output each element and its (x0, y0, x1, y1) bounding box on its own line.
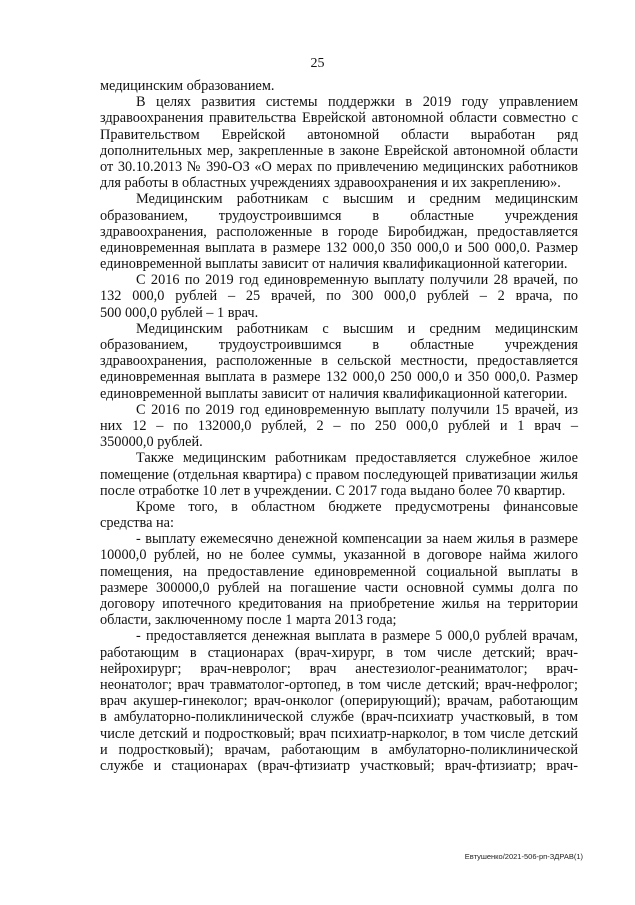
text-line: дополнительных мер, закрепленные в законе Еврейской автономной области (100, 142, 578, 159)
text-line: 350000,0 рублей. (100, 434, 203, 451)
text-line: нейрохирург; врач-невролог; врач анестезиолог-реаниматолог; врач- (100, 660, 578, 677)
text-line: договору ипотечного кредитования на приобретение жилья на территории (100, 596, 578, 612)
text-line: образованием, трудоустроившимся в областные учреждения (100, 337, 578, 353)
text-line: единовременная выплата в размере 132 000,0 350 000,0 и 500 000,0. Размер (100, 239, 578, 256)
text-line: размере 300000,0 рублей на погашение части основной суммы долга по (100, 579, 578, 596)
text-line: единовременной выплаты зависит от наличия квалификационной категории. (100, 385, 568, 402)
text-line: Медицинским работникам с высшим и средним медицинским (136, 191, 578, 208)
text-line: медицинским образованием. (100, 78, 275, 94)
text-line: области, заключенному после 1 марта 2013 года; (100, 612, 397, 629)
text-line: от 30.10.2013 № 390-ОЗ «О мерах по привлечению медицинских работников (100, 158, 578, 175)
document-body (100, 78, 578, 774)
text-line: Кроме того, в областном бюджете предусмотрены финансовые (136, 498, 578, 515)
text-line: средства на: (100, 515, 174, 532)
text-line: здравоохранения, расположенные в городе Биробиджан, предоставляется (100, 223, 578, 240)
text-line: - предоставляется денежная выплата в размере 5 000,0 рублей врачам, (136, 628, 578, 645)
text-line: неонатолог; врач травматолог-ортопед, в том числе детский; врач-нефролог; (100, 676, 578, 693)
text-line: 500 000,0 рублей – 1 врач. (100, 304, 259, 321)
text-line: них 12 – по 132000,0 рублей, 2 – по 250 000,0 рублей и 1 врач – (100, 417, 578, 434)
text-line: С 2016 по 2019 год единовременную выплату получили 15 врачей, из (136, 401, 578, 418)
page-number: 25 (310, 56, 325, 71)
text-line: единовременной выплаты зависит от наличия квалификационной категории. (100, 256, 568, 273)
text-line: Правительством Еврейской автономной области выработан ряд (100, 126, 578, 143)
text-line: службе и стационарах (врач-фтизиатр участковый; врач-фтизиатр; врач- (100, 757, 578, 774)
text-line: для работы в областных учреждениях здравоохранения и их закреплению». (100, 175, 561, 192)
text-line: врач акушер-гинеколог; врач-онколог (оперирующий); врачам, работающим (100, 693, 578, 710)
text-line: после отработке 10 лет в учреждении. С 2017 года выдано более 70 квартир. (100, 482, 566, 499)
text-line: 10000,0 рублей, но не более суммы, указанной в договоре найма жилого (100, 547, 578, 564)
text-line: образованием, трудоустроившимся в областные учреждения (100, 207, 578, 224)
text-line: и подростковый); врачам, работающим в амбулаторно-поликлинической (100, 741, 578, 758)
text-line: в амбулаторно-поликлинической службе (врач-психиатр участковый, в том (100, 709, 578, 726)
text-line: здравоохранения, расположенные в сельской местности, предоставляется (100, 353, 578, 370)
text-line: - выплату ежемесячно денежной компенсации за наем жилья в размере (136, 531, 578, 548)
text-line: помещения, на предоставление единовременной социальной выплаты в (100, 563, 578, 580)
text-line: числе детский и подростковый; врач психиатр-нарколог, в том числе детский (100, 725, 578, 742)
text-line: помещение (отдельная квартира) с правом последующей приватизации жилья (100, 466, 578, 483)
text-line: здравоохранения правительства Еврейской автономной области совместно с (100, 110, 578, 127)
document-reference: Евтушенко/2021-506-рп-ЗДРАВ(1) (464, 852, 583, 861)
text-line: работающим в стационарах (врач-хирург, в том числе детский; врач- (100, 644, 578, 661)
text-line: Медицинским работникам с высшим и средним медицинским (136, 320, 578, 337)
text-line: единовременная выплата в размере 132 000,0 250 000,0 и 350 000,0. Размер (100, 369, 578, 386)
text-line: 132 000,0 рублей – 25 врачей, по 300 000,0 рублей – 2 врача, по (100, 288, 578, 305)
text-line: С 2016 по 2019 год единовременную выплату получили 28 врачей, по (136, 272, 578, 289)
text-line: Также медицинским работникам предоставляется служебное жилое (136, 450, 578, 467)
text-line: В целях развития системы поддержки в 2019 году управлением (136, 94, 578, 111)
